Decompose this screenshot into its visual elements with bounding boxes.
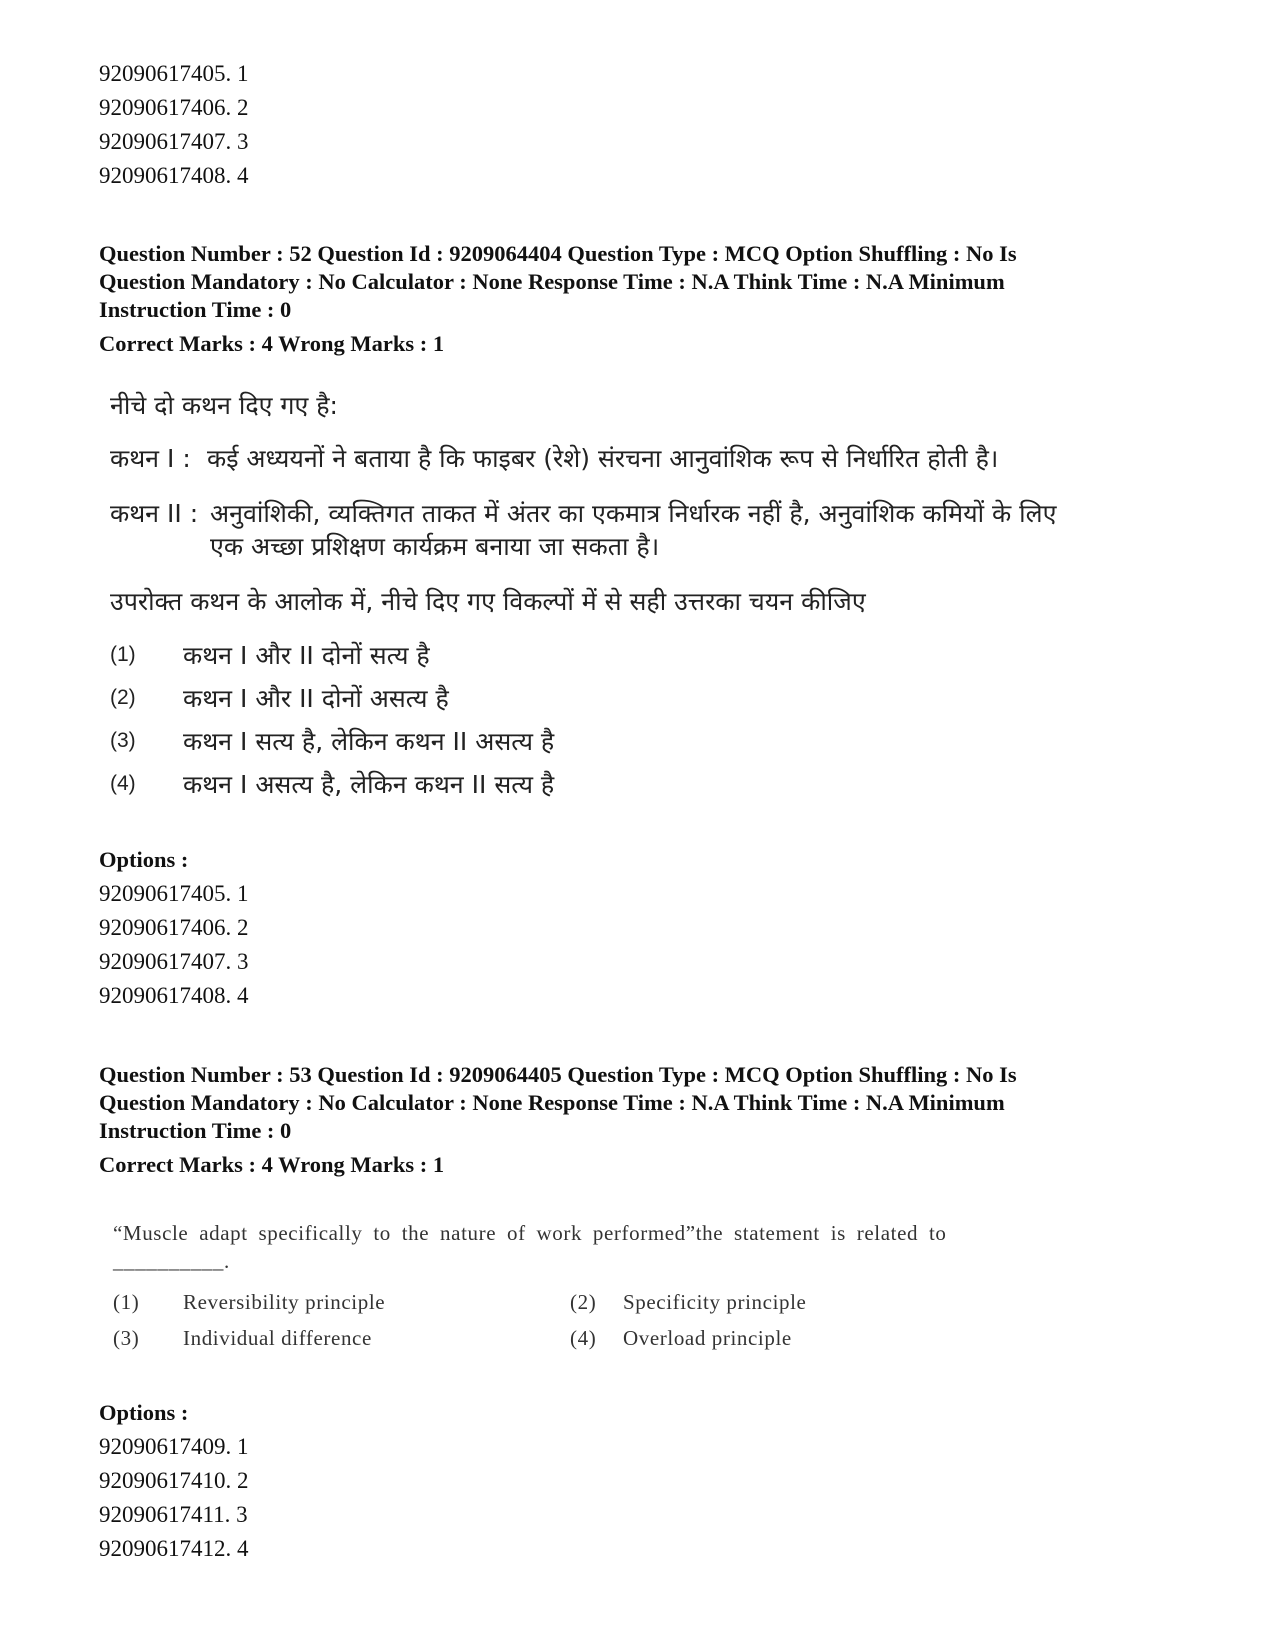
q52-choice-3-num: (3) — [110, 729, 136, 752]
q52-header-line3: Instruction Time : 0 — [99, 297, 292, 322]
q53-choice-4-num: (4) — [570, 1326, 597, 1350]
q53-header-line3: Instruction Time : 0 — [99, 1118, 292, 1143]
q53-choice-3-text: Individual difference — [183, 1326, 372, 1350]
q52-instruction: उपरोक्त कथन के आलोक में, नीचे दिए गए विकल्पों में से सही उत्तरका चयन कीजिए — [110, 587, 866, 616]
q52-header-line2: Question Mandatory : No Calculator : None Response Time : N.A Think Time : N.A Minimum — [99, 269, 1005, 294]
top-option-2: 92090617406. 2 — [99, 95, 249, 120]
q52-choice-4-text: कथन I असत्य है, लेकिन कथन II सत्य है — [183, 770, 555, 799]
q52-stmt2-text-line1: अनुवांशिकी, व्यक्तिगत ताकत में अंतर का एकमात्र निर्धारक नहीं है, अनुवांशिक कमियों के लिए — [210, 499, 1057, 528]
q52-stmt1-text: कई अध्ययनों ने बताया है कि फाइबर (रेशे) संरचना आनुवांशिक रूप से निर्धारित होती है। — [207, 444, 999, 473]
q53-choice-3-num: (3) — [113, 1326, 140, 1350]
q53-choice-1-num: (1) — [113, 1290, 140, 1314]
q52-header-line1: Question Number : 52 Question Id : 9209064404 Question Type : MCQ Option Shuffling : No Is — [99, 241, 1017, 266]
q53-option-2: 92090617410. 2 — [99, 1468, 249, 1493]
q53-option-1: 92090617409. 1 — [99, 1434, 249, 1459]
top-option-3: 92090617407. 3 — [99, 129, 249, 154]
q53-choice-1-text: Reversibility principle — [183, 1290, 386, 1314]
q52-choice-2-text: कथन I और II दोनों असत्य है — [183, 684, 449, 713]
q53-header-line2: Question Mandatory : No Calculator : None Response Time : N.A Think Time : N.A Minimum — [99, 1090, 1005, 1115]
q53-option-3: 92090617411. 3 — [99, 1502, 248, 1527]
q52-choice-3-text: कथन I सत्य है, लेकिन कथन II असत्य है — [183, 727, 555, 756]
q52-option-2: 92090617406. 2 — [99, 915, 249, 940]
top-option-1: 92090617405. 1 — [99, 61, 249, 86]
q52-choice-1-text: कथन I और II दोनों सत्य है — [183, 641, 430, 670]
q53-header-line1: Question Number : 53 Question Id : 9209064405 Question Type : MCQ Option Shuffling : No Is — [99, 1062, 1017, 1087]
q53-blank: __________. — [113, 1249, 230, 1273]
q52-choice-2-num: (2) — [110, 686, 136, 709]
q52-intro: नीचे दो कथन दिए गए है: — [110, 391, 338, 420]
q52-option-4: 92090617408. 4 — [99, 983, 249, 1008]
q52-choice-4-num: (4) — [110, 772, 136, 795]
q52-option-3: 92090617407. 3 — [99, 949, 249, 974]
q52-stmt2-text-line2: एक अच्छा प्रशिक्षण कार्यक्रम बनाया जा सकता है। — [210, 532, 660, 561]
top-option-4: 92090617408. 4 — [99, 163, 249, 188]
q53-option-4: 92090617412. 4 — [99, 1536, 249, 1561]
q53-choice-4-text: Overload principle — [623, 1326, 792, 1350]
q53-choice-2-num: (2) — [570, 1290, 597, 1314]
q52-options-label: Options : — [99, 847, 189, 872]
q52-marks: Correct Marks : 4 Wrong Marks : 1 — [99, 331, 445, 356]
q52-stmt1-label: कथन I : — [110, 444, 191, 473]
q53-choice-2-text: Specificity principle — [623, 1290, 807, 1314]
q53-marks: Correct Marks : 4 Wrong Marks : 1 — [99, 1152, 445, 1177]
q52-choice-1-num: (1) — [110, 643, 136, 666]
q52-option-1: 92090617405. 1 — [99, 881, 249, 906]
q52-stmt2-label: कथन II : — [110, 499, 199, 528]
q53-options-label: Options : — [99, 1400, 189, 1425]
q53-stem: “Muscle adapt specifically to the nature of work performed”the statement is related to — [113, 1221, 947, 1245]
